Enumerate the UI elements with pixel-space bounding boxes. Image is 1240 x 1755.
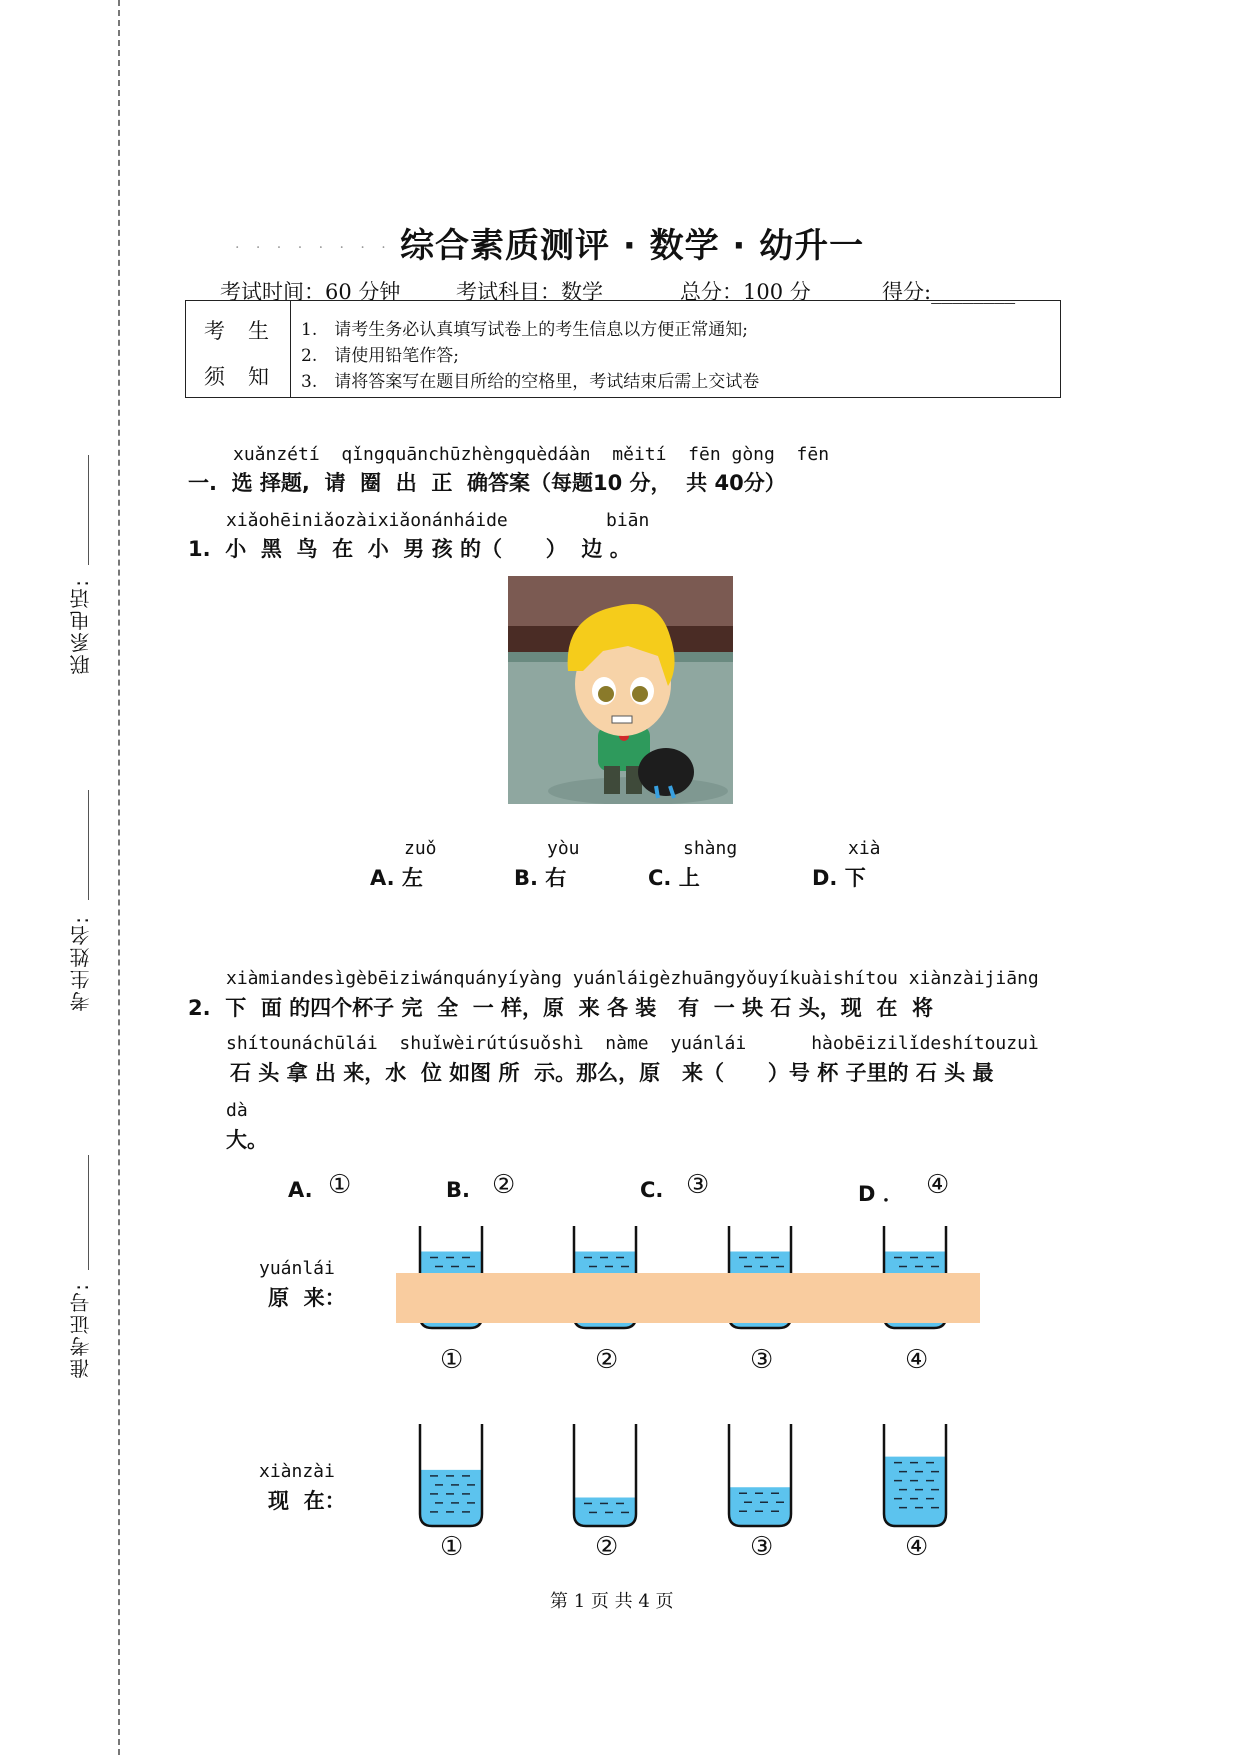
q2-option-d-mark[interactable]: ④ <box>926 1170 950 1200</box>
section1-heading: 一. 选 择题, 请 圈 出 正 确答案（每题10 分， 共 40分） <box>188 471 786 495</box>
name-field-line[interactable] <box>88 790 89 900</box>
before-label: 原 来： <box>268 1286 346 1310</box>
notice-label-char: 须 <box>204 365 225 389</box>
cup-number: ③ <box>750 1345 774 1375</box>
cup-now-3 <box>725 1420 795 1530</box>
q2-option-c[interactable]: C. <box>640 1178 664 1202</box>
cup-now-4-water <box>884 1457 946 1526</box>
q1-option-pinyin: shàng <box>683 838 738 859</box>
cup-number: ① <box>440 1532 464 1562</box>
q1-option-pinyin: xià <box>848 838 881 859</box>
title-dots: . . . . . . . . . . <box>235 236 434 252</box>
q2-option-a-mark[interactable]: ① <box>328 1170 352 1200</box>
q1-pinyin: xiǎohēiniǎozàixiǎonánháide <box>226 510 508 531</box>
q2-option-a[interactable]: A. <box>288 1178 313 1202</box>
notice-box <box>185 300 1061 398</box>
cup-number: ④ <box>905 1345 929 1375</box>
q1-option-b[interactable]: B. 右 <box>514 866 567 890</box>
exam-subject: 考试科目：数学 <box>456 280 603 304</box>
notice-label-char: 考 <box>204 319 225 343</box>
name-label: 考生姓名: <box>69 915 93 1012</box>
phone-field-line[interactable] <box>88 455 89 565</box>
q2-option-b-mark[interactable]: ② <box>492 1170 516 1200</box>
q1-pinyin-bian: biān <box>606 510 650 531</box>
cup-now-1-water <box>420 1470 482 1526</box>
page-title: 综合素质测评 · 数学 · 幼升一 <box>400 226 865 266</box>
notice-label-cell <box>186 301 291 397</box>
q1-option-d[interactable]: D. 下 <box>812 866 866 890</box>
notice-label-char: 生 <box>248 319 269 343</box>
q1-option-pinyin: zuǒ <box>404 838 437 859</box>
notice-rule: 1. 请考生务必认真填写试卷上的考生信息以方便正常通知; <box>301 320 748 340</box>
now-label: 现 在： <box>268 1489 346 1513</box>
cup-number: ② <box>595 1345 619 1375</box>
cup-now-4 <box>880 1420 950 1530</box>
covering-overlay <box>396 1273 980 1323</box>
q2-option-d[interactable]: D ． <box>858 1182 904 1206</box>
q2-option-c-mark[interactable]: ③ <box>686 1170 710 1200</box>
cup-number: ④ <box>905 1532 929 1562</box>
id-field-line[interactable] <box>88 1155 89 1270</box>
exam-score[interactable]: 得分:________ <box>882 280 1016 304</box>
notice-rule: 2. 请使用铅笔作答; <box>301 346 459 366</box>
notice-label-char: 知 <box>248 365 269 389</box>
notice-rule: 3. 请将答案写在题目所给的空格里，考试结束后需上交试卷 <box>301 372 760 392</box>
q2-text-line2: 石 头 拿 出 来，水 位 如图 所 示。那么，原 来（ ）号 杯 子里的 石 头 最 <box>230 1061 994 1085</box>
exam-total: 总分：100 分 <box>680 280 811 304</box>
q2-option-b[interactable]: B. <box>446 1178 470 1202</box>
q2-text-line3: 大。 <box>226 1128 268 1152</box>
q2-pinyin-line2: shítounáchūlái shuǐwèirútúsuǒshì nàme yuánlái hàobēizilǐdeshítouzuì <box>226 1033 1039 1054</box>
q2-text-line1: 2. 下 面 的四个杯子 完 全 一 样，原 来 各 装 有 一 块 石 头，现 在 将 <box>188 996 933 1020</box>
id-label: 准考证号: <box>69 1282 93 1379</box>
q1-text: 1. 小 黑 鸟 在 小 男 孩 的（ ） 边 。 <box>188 537 631 561</box>
binding-dashed-line <box>118 0 120 1755</box>
phone-label: 联系电话: <box>69 578 93 675</box>
q2-pinyin-line3: dà <box>226 1100 248 1121</box>
boy-bird-illustration <box>508 576 733 804</box>
page-footer: 第 1 页 共 4 页 <box>550 1591 674 1612</box>
q1-option-a[interactable]: A. 左 <box>370 866 423 890</box>
cup-number: ③ <box>750 1532 774 1562</box>
cup-number: ② <box>595 1532 619 1562</box>
before-pinyin: yuánlái <box>259 1258 335 1279</box>
cup-number: ① <box>440 1345 464 1375</box>
q2-pinyin-line1: xiàmiandesìgèbēiziwánquányíyàng yuánláigèzhuāngyǒuyíkuàishítou xiànzàijiāng <box>226 968 1039 989</box>
now-pinyin: xiànzài <box>259 1461 335 1482</box>
q1-option-pinyin: yòu <box>547 838 580 859</box>
q1-option-c[interactable]: C. 上 <box>648 866 700 890</box>
section1-pinyin: xuǎnzétí qǐngquānchūzhèngquèdáàn měití fēn gòng fēn <box>233 444 830 465</box>
cup-now-1 <box>416 1420 486 1530</box>
cup-now-2 <box>570 1420 640 1530</box>
exam-time: 考试时间：60 分钟 <box>220 280 401 304</box>
